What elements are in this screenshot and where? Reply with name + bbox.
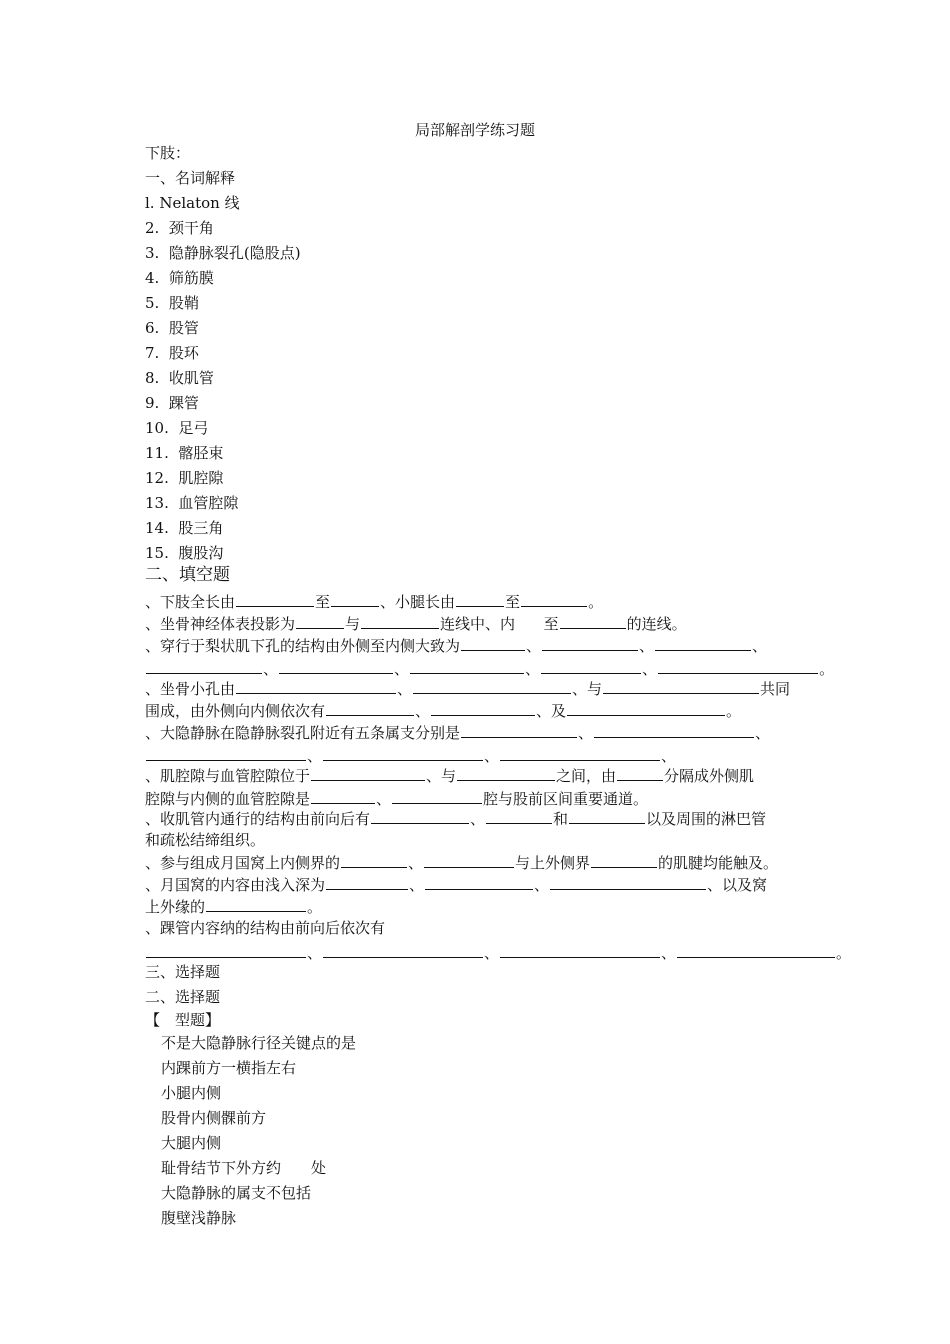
term-number: 3. [145, 244, 160, 262]
term-number: 14. [145, 519, 169, 537]
region-heading: 下肢： [145, 144, 191, 162]
term-number: 15. [145, 544, 169, 562]
section-choice-heading: 三、选择题 [145, 963, 221, 981]
section-terms-heading: 一、名词解释 [145, 169, 236, 187]
term-number: 5. [145, 294, 160, 312]
fill-question-3-continued: 、 、 、 、 。 [145, 658, 834, 679]
term-number: 2. [145, 219, 160, 237]
term-text: 肌腔隙 [178, 469, 224, 487]
answer-blank[interactable] [500, 745, 660, 761]
answer-blank[interactable] [486, 808, 552, 824]
document-title: 局部解剖学练习题 [414, 121, 535, 139]
answer-blank[interactable] [146, 942, 306, 958]
answer-blank[interactable] [560, 613, 626, 629]
answer-blank[interactable] [323, 745, 483, 761]
fill-question-3: 、穿行于梨状肌下孔的结构由外侧至内侧大致为 、 、 、 [145, 637, 768, 655]
answer-blank[interactable] [591, 852, 657, 868]
term-item [145, 218, 214, 238]
answer-blank[interactable] [206, 896, 306, 912]
choice-option[interactable]: 耻骨结节下外方约 处 [161, 1159, 327, 1177]
fill-question-6: 、肌腔隙与血管腔隙位于 、与 之间，由 分隔成外侧肌 [145, 767, 755, 785]
question-type-label: 【 型题】 [145, 1011, 221, 1029]
answer-blank[interactable] [392, 788, 482, 804]
term-text: 血管腔隙 [178, 494, 239, 512]
answer-blank[interactable] [371, 808, 469, 824]
answer-blank[interactable] [677, 942, 835, 958]
term-number: 10. [145, 419, 169, 437]
term-text: 股鞘 [168, 294, 199, 312]
answer-blank[interactable] [424, 852, 514, 868]
fill-question-10: 、踝管内容纳的结构由前向后依次有 [145, 919, 386, 937]
term-item [145, 193, 240, 213]
answer-blank[interactable] [456, 591, 504, 607]
term-number: 6. [145, 319, 160, 337]
fill-question-7: 、收肌管内通行的结构由前向后有 、 和 以及周围的淋巴管 [145, 810, 767, 828]
answer-blank[interactable] [410, 658, 524, 674]
answer-blank[interactable] [542, 635, 638, 651]
answer-blank[interactable] [146, 658, 262, 674]
answer-blank[interactable] [146, 745, 306, 761]
fill-question-1: 、下肢全长由 至 、小腿长由 至 。 [145, 593, 604, 611]
answer-blank[interactable] [658, 658, 818, 674]
term-number: 12. [145, 469, 169, 487]
answer-blank[interactable] [550, 874, 706, 890]
answer-blank[interactable] [457, 765, 555, 781]
term-item [145, 443, 223, 463]
fill-question-8: 、参与组成月国窝上内侧界的 、 与上外侧界 的肌腱均能触及。 [145, 854, 779, 872]
answer-blank[interactable] [500, 942, 660, 958]
answer-blank[interactable] [461, 722, 577, 738]
term-item [145, 243, 301, 263]
term-text: 腹股沟 [178, 544, 224, 562]
answer-blank[interactable] [296, 613, 344, 629]
term-text: 股三角 [178, 519, 224, 537]
term-text: 隐静脉裂孔(隐股点) [168, 244, 301, 262]
term-number: 13. [145, 494, 169, 512]
section-fill-heading: 二、填空题 [145, 565, 230, 585]
fill-question-5-continued: 、 、 、 [145, 745, 676, 766]
term-item [145, 293, 199, 313]
choice-option[interactable]: 内踝前方一横指左右 [161, 1059, 297, 1077]
fill-question-5: 、大隐静脉在隐静脉裂孔附近有五条属支分别是 、 、 [145, 724, 771, 742]
answer-blank[interactable] [311, 788, 375, 804]
term-item [145, 543, 223, 563]
answer-blank[interactable] [425, 874, 533, 890]
choice-question-stem: 大隐静脉的属支不包括 [161, 1184, 312, 1202]
answer-blank[interactable] [603, 678, 759, 694]
answer-blank[interactable] [331, 591, 379, 607]
choice-question-stem: 不是大隐静脉行径关键点的是 [161, 1034, 357, 1052]
answer-blank[interactable] [236, 591, 314, 607]
term-text: Nelaton 线 [159, 194, 240, 212]
term-text: 股管 [168, 319, 199, 337]
answer-blank[interactable] [567, 700, 725, 716]
term-item [145, 343, 199, 363]
answer-blank[interactable] [323, 942, 483, 958]
section-choice-subheading: 二、选择题 [145, 988, 221, 1006]
term-number: 8. [145, 369, 160, 387]
choice-option[interactable]: 股骨内侧髁前方 [161, 1109, 267, 1127]
term-item [145, 418, 208, 438]
answer-blank[interactable] [326, 874, 408, 890]
term-item [145, 393, 199, 413]
term-text: 收肌管 [168, 369, 214, 387]
fill-question-9-continued: 上外缘的 。 [145, 898, 323, 916]
choice-option[interactable]: 小腿内侧 [161, 1084, 222, 1102]
fill-question-9: 、月国窝的内容由浅入深为 、 、 、以及窝 [145, 876, 768, 894]
term-item [145, 368, 214, 388]
choice-option[interactable]: 腹壁浅静脉 [161, 1209, 237, 1227]
answer-blank[interactable] [617, 765, 663, 781]
term-item [145, 268, 214, 288]
term-text: 股环 [168, 344, 199, 362]
term-number: 4. [145, 269, 160, 287]
answer-blank[interactable] [236, 678, 396, 694]
term-text: 筛筋膜 [168, 269, 214, 287]
answer-blank[interactable] [569, 808, 645, 824]
term-text: 颈干角 [168, 219, 214, 237]
choice-option[interactable]: 大腿内侧 [161, 1134, 222, 1152]
answer-blank[interactable] [521, 591, 587, 607]
term-item [145, 518, 223, 538]
term-text: 髂胫束 [178, 444, 224, 462]
term-text: 足弓 [178, 419, 209, 437]
answer-blank[interactable] [655, 635, 751, 651]
term-item [145, 318, 199, 338]
term-item [145, 493, 238, 513]
answer-blank[interactable] [361, 613, 439, 629]
answer-blank[interactable] [541, 658, 641, 674]
fill-question-10-continued: 、 、 、 。 [145, 942, 851, 963]
answer-blank[interactable] [279, 658, 393, 674]
answer-blank[interactable] [594, 722, 754, 738]
answer-blank[interactable] [413, 678, 571, 694]
term-text: 踝管 [168, 394, 199, 412]
term-number: 9. [145, 394, 160, 412]
term-item [145, 468, 223, 488]
term-number: l. [145, 194, 155, 212]
term-number: 7. [145, 344, 160, 362]
term-number: 11. [145, 444, 169, 462]
answer-blank[interactable] [431, 700, 535, 716]
answer-blank[interactable] [461, 635, 525, 651]
answer-blank[interactable] [341, 852, 407, 868]
answer-blank[interactable] [326, 700, 414, 716]
fill-question-4: 、坐骨小孔由 、 、与 共同 [145, 680, 791, 698]
fill-question-4-continued: 围成，由外侧向内侧依次有 、 、及 。 [145, 702, 742, 720]
fill-question-2: 、坐骨神经体表投影为 与 连线中、内 至 的连线。 [145, 615, 687, 633]
fill-question-7-continued: 和疏松结缔组织。 [145, 831, 266, 849]
answer-blank[interactable] [311, 765, 425, 781]
fill-question-6-continued: 腔隙与内侧的血管腔隙是 、 腔与股前区间重要通道。 [145, 790, 649, 808]
